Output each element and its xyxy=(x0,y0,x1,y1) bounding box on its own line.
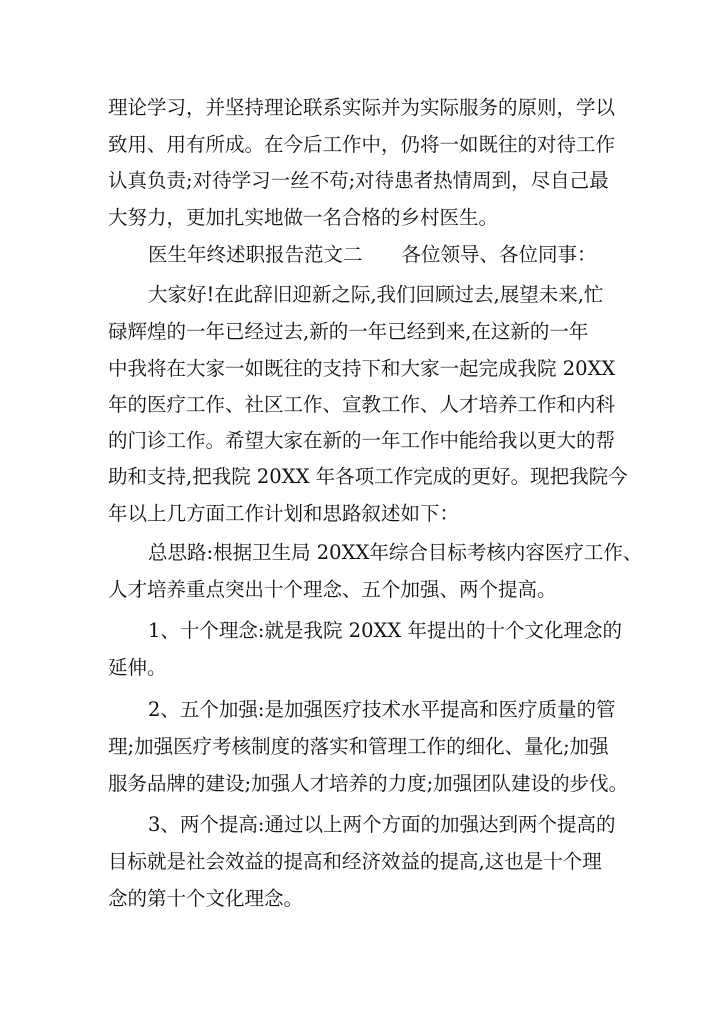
text-line: 1、十个理念:就是我院 20XX 年提出的十个文化理念的 xyxy=(148,619,622,642)
text-line: 理;加强医疗考核制度的落实和管理工作的细化、量化;加强 xyxy=(108,735,609,758)
text-line: 服务品牌的建设;加强人才培养的力度;加强团队建设的步伐。 xyxy=(108,772,629,795)
text-line: 总思路:根据卫生局 20XX年综合目标考核内容医疗工作、 xyxy=(148,541,643,564)
text-line: 2、五个加强:是加强医疗技术水平提高和医疗质量的管 xyxy=(148,698,616,721)
text-line: 大努力，更加扎实地做一名合格的乡村医生。 xyxy=(108,206,499,229)
text-line: 年以上几方面工作计划和思路叙述如下： xyxy=(108,502,460,525)
text-line: 认真负责;对待学习一丝不苟;对待患者热情周到，尽自己最 xyxy=(108,169,609,192)
text-line: 3、两个提高:通过以上两个方面的加强达到两个提高的 xyxy=(148,813,616,836)
text-line: 致用、用有所成。在今后工作中，仍将一如既往的对待工作 xyxy=(108,133,616,156)
text-line: 目标就是社会效益的提高和经济效益的提高,这也是十个理 xyxy=(108,850,602,873)
text-line: 中我将在大家一如既往的支持下和大家一起完成我院 20XX xyxy=(108,357,616,380)
section-heading-line: 医生年终述职报告范文二 各位领导、各位同事： xyxy=(148,243,597,266)
text-line: 人才培养重点突出十个理念、五个加强、两个提高。 xyxy=(108,578,557,601)
text-line: 大家好!在此辞旧迎新之际,我们回顾过去,展望未来,忙 xyxy=(148,283,604,306)
text-line: 助和支持,把我院 20XX 年各项工作完成的更好。现把我院今 xyxy=(108,465,628,488)
text-line: 理论学习，并坚持理论联系实际并为实际服务的原则，学以 xyxy=(108,96,616,119)
text-line: 念的第十个文化理念。 xyxy=(108,887,304,910)
text-line: 延伸。 xyxy=(108,656,167,679)
text-line: 碌辉煌的一年已经过去,新的一年已经到来,在这新的一年 xyxy=(108,320,589,343)
text-line: 年的医疗工作、社区工作、宣教工作、人才培养工作和内科 xyxy=(108,393,616,416)
text-line: 的门诊工作。希望大家在新的一年工作中能给我以更大的帮 xyxy=(108,429,616,452)
